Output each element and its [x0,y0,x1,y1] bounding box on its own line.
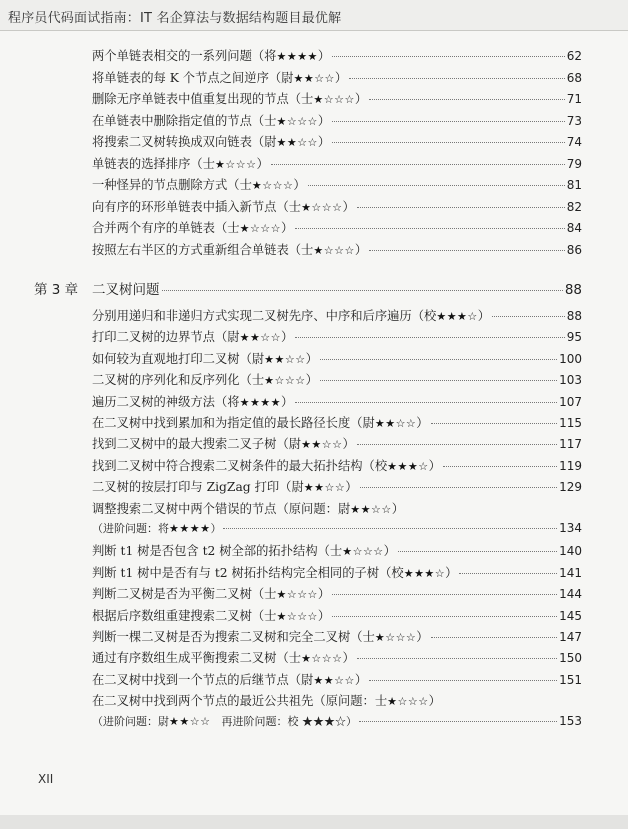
difficulty-stars: ★☆☆☆ [276,588,318,602]
entry-close: ） [281,394,294,409]
entry-title: 遍历二叉树的神级方法（将 [92,394,240,409]
entry-page: 84 [566,221,582,235]
entry-page: 95 [566,330,582,345]
entry-close: ） [317,135,331,149]
entry-page: 79 [566,156,582,171]
leader-dots [332,121,564,122]
entry-title: （进阶问题：尉 [92,714,169,728]
difficulty-stars: ★★★★ [276,50,318,63]
leader-dots [369,250,565,251]
leader-dots [369,99,565,100]
entry-title: 二叉树的序列化和反序列化（士 [92,373,265,388]
toc-entry[interactable] [92,648,582,670]
entry-page: 141 [559,565,582,580]
leader-dots [398,551,557,552]
toc-entry[interactable] [92,477,582,499]
entry-page: 115 [559,416,582,430]
entry-close: ） [305,351,318,366]
toc-entry[interactable] [92,68,582,90]
entry-close: 再进阶问题：校 ★★★☆） [210,714,357,728]
entry-title: 按照左右半区的方式重新组合单链表（士 [92,242,314,257]
chapter-page: 88 [564,282,582,298]
entry-close: ） [342,199,355,214]
difficulty-stars: ★☆☆☆ [374,631,417,644]
entry-close: ） [345,480,358,495]
difficulty-stars: ★★☆☆ [313,673,355,687]
toc-entry[interactable] [92,132,582,154]
book-title: 程序员代码面试指南：IT 名企算法与数据结构题目最优解 [8,11,342,26]
entry-page: 117 [559,437,582,452]
difficulty-stars: ★☆☆☆ [214,157,257,171]
entry-close: ） [428,458,441,473]
entry-page: 147 [559,630,582,644]
leader-dots [359,721,557,722]
toc-entry[interactable] [92,111,582,133]
entry-close: ） [334,70,348,85]
entry-title: 打印二叉树的边界节点（尉 [92,330,240,345]
entry-close: ） [416,630,429,644]
entry-title: 将搜索二叉树转换成双向链表（尉 [92,135,277,149]
entry-page: 68 [566,70,582,85]
entry-close: ） [416,416,429,430]
entry-close: ） [342,437,355,452]
entry-page: 153 [559,713,582,728]
toc-entry[interactable] [92,520,582,542]
entry-close: ） [383,544,396,559]
entry-page: 71 [566,92,582,106]
entry-title: 向有序的环形单链表中插入新节点（士 [92,199,302,214]
entry-page: 119 [559,458,582,473]
chapter-heading[interactable] [34,278,582,300]
entry-page: 145 [559,608,582,623]
toc-entry[interactable] [92,154,582,176]
leader-dots [492,316,565,317]
difficulty-stars: ★★☆☆ [374,417,417,430]
entry-close: ） [445,565,458,580]
entry-page: 103 [559,373,582,388]
toc-entry[interactable] [92,240,582,262]
toc-entry[interactable] [92,606,582,628]
toc-entry[interactable] [92,349,582,371]
leader-dots [360,487,558,488]
entry-page: 88 [566,309,582,323]
difficulty-stars: ★☆☆☆ [342,545,384,559]
toc-entry[interactable] [92,392,582,414]
entry-title: 合并两个有序的单链表（士 [92,221,240,235]
entry-page: 62 [566,49,582,63]
entry-title: 分别用递归和非递归方式实现二叉树先序、中序和后序遍历（校 [92,309,437,323]
entry-page: 100 [559,351,582,366]
entry-title: 两个单链表相交的一系列问题（将 [92,49,277,63]
entry-page: 74 [566,135,582,149]
toc-entry[interactable] [92,584,582,606]
entry-close: ） [210,522,222,535]
bottom-edge [0,815,628,829]
difficulty-stars: ★★☆☆ [169,714,211,728]
entry-page: 86 [566,242,582,257]
entry-title: 将单链表的每 K 个节点之间逆序（尉 [92,70,294,85]
toc-entry[interactable] [92,197,582,219]
entry-close: ） [317,587,331,602]
leader-dots [295,402,557,403]
toc-entry[interactable] [92,370,582,392]
leader-dots [295,337,564,338]
leader-dots [162,290,563,291]
entry-close: ） [281,330,294,345]
entry-title: 单链表的选择排序（士 [92,156,215,171]
entry-title: 在二叉树中找到一个节点的后继节点（尉 [92,672,314,687]
difficulty-stars: ★★☆☆ [239,331,282,345]
entry-page: 150 [559,651,582,666]
entry-title: 删除无序单链表中值重复出现的节点（士 [92,92,314,106]
entry-page: 73 [566,113,582,128]
leader-dots [223,528,557,529]
entry-title: 二叉树的按层打印与 ZigZag 打印（尉 [92,480,304,495]
difficulty-stars: ★☆☆☆ [313,93,355,106]
toc-entry[interactable] [92,218,582,240]
difficulty-stars: ★★☆☆ [293,71,335,85]
leader-dots [357,658,557,659]
entry-title: 判断二叉树是否为平衡二叉树（士 [92,587,277,602]
leader-dots [271,164,565,165]
entry-close: ） [428,694,441,709]
leader-dots [369,680,557,681]
page-header [0,0,628,31]
entry-page: 107 [559,394,582,409]
difficulty-stars: ★★☆☆ [303,481,346,495]
leader-dots [332,594,557,595]
entry-close: ） [281,221,294,235]
toc-entry[interactable] [92,691,582,713]
toc-entry[interactable] [92,46,582,68]
entry-close: ） [293,178,306,192]
difficulty-stars: ★★★☆ [403,566,446,580]
difficulty-stars: ★★★★ [169,522,211,535]
entry-close: ） [305,373,318,388]
difficulty-stars: ★☆☆☆ [301,200,343,214]
entry-page: 129 [559,480,582,495]
page-number-roman: XII [38,772,54,786]
difficulty-stars: ★★☆☆ [264,352,306,366]
entry-page: 144 [559,587,582,602]
difficulty-stars: ★★★☆ [387,459,429,473]
leader-dots [443,466,557,467]
toc-entry[interactable] [92,434,582,456]
difficulty-stars: ★☆☆☆ [239,222,282,235]
entry-title: （进阶问题：将 [92,522,169,535]
entry-title: 一种怪异的节点删除方式（士 [92,178,252,192]
leader-dots [332,616,557,617]
entry-title: 找到二叉树中的最大搜索二叉子树（尉 [92,437,302,452]
toc-entry[interactable] [92,563,582,585]
toc-entry[interactable] [92,670,582,692]
leader-dots [295,228,564,229]
entry-title: 如何较为直观地打印二叉树（尉 [92,351,265,366]
entry-title: 通过有序数组生成平衡搜索二叉树（士 [92,651,302,666]
entry-close: ） [354,242,368,257]
entry-close: ） [342,651,355,666]
chapter-title: 二叉树问题 [92,282,160,298]
chapter-number: 第 3 章 [34,282,79,298]
toc-entry[interactable] [92,499,582,521]
toc-entry[interactable] [92,89,582,111]
leader-dots [349,78,564,79]
leader-dots [332,56,564,57]
leader-dots [308,185,565,186]
toc-entry[interactable] [92,627,582,649]
difficulty-stars: ★★★★ [239,395,282,409]
entry-title: 在单链表中删除指定值的节点（士 [92,113,277,128]
entry-title: 在二叉树中找到累加和为指定值的最长路径长度（尉 [92,416,375,430]
toc-entry[interactable] [92,541,582,563]
entry-page: 134 [559,521,582,535]
entry-page: 151 [559,672,582,687]
entry-title: 调整搜索二叉树中两个错误的节点（原问题：尉 [92,501,351,516]
leader-dots [431,637,557,638]
entry-close: ） [354,92,368,106]
entry-title: 判断一棵二叉树是否为搜索二叉树和完全二叉树（士 [92,630,375,644]
difficulty-stars: ★★★☆ [436,310,478,323]
difficulty-stars: ★☆☆☆ [313,243,355,257]
toc-entry[interactable] [92,713,582,735]
entry-page: 140 [559,544,582,559]
entry-close: ） [317,113,331,128]
leader-dots [320,359,557,360]
difficulty-stars: ★☆☆☆ [276,114,318,128]
leader-dots [357,207,565,208]
entry-close: ） [256,156,269,171]
difficulty-stars: ★☆☆☆ [264,374,306,388]
leader-dots [332,142,564,143]
entry-close: ） [354,672,368,687]
difficulty-stars: ★☆☆☆ [276,609,318,623]
entry-page: 81 [566,178,582,192]
difficulty-stars: ★☆☆☆ [251,179,294,192]
difficulty-stars: ★☆☆☆ [387,695,429,709]
entry-close: ） [317,608,331,623]
leader-dots [320,380,557,381]
toc-entry[interactable] [92,306,582,328]
toc-entry[interactable] [92,175,582,197]
toc-entry[interactable] [92,327,582,349]
difficulty-stars: ★★☆☆ [276,136,318,149]
entry-title: 根据后序数组重建搜索二叉树（士 [92,608,277,623]
entry-close: ） [391,501,405,516]
entry-title: 判断 t1 树是否包含 t2 树全部的拓扑结构（士 [92,544,343,559]
difficulty-stars: ★★☆☆ [301,438,343,452]
leader-dots [459,573,557,574]
toc-entry[interactable] [92,413,582,435]
entry-close: ） [477,309,491,323]
leader-dots [357,444,557,445]
entry-title: 在二叉树中找到两个节点的最近公共祖先（原问题：士 [92,694,388,709]
entry-title: 判断 t1 树中是否有与 t2 树拓扑结构完全相同的子树（校 [92,565,404,580]
entry-close: ） [317,49,331,63]
leader-dots [431,423,557,424]
entry-title: 找到二叉树中符合搜索二叉树条件的最大拓扑结构（校 [92,458,388,473]
toc-entry[interactable] [92,456,582,478]
difficulty-stars: ★★☆☆ [350,502,392,516]
entry-page: 82 [566,199,582,214]
difficulty-stars: ★☆☆☆ [301,652,343,666]
